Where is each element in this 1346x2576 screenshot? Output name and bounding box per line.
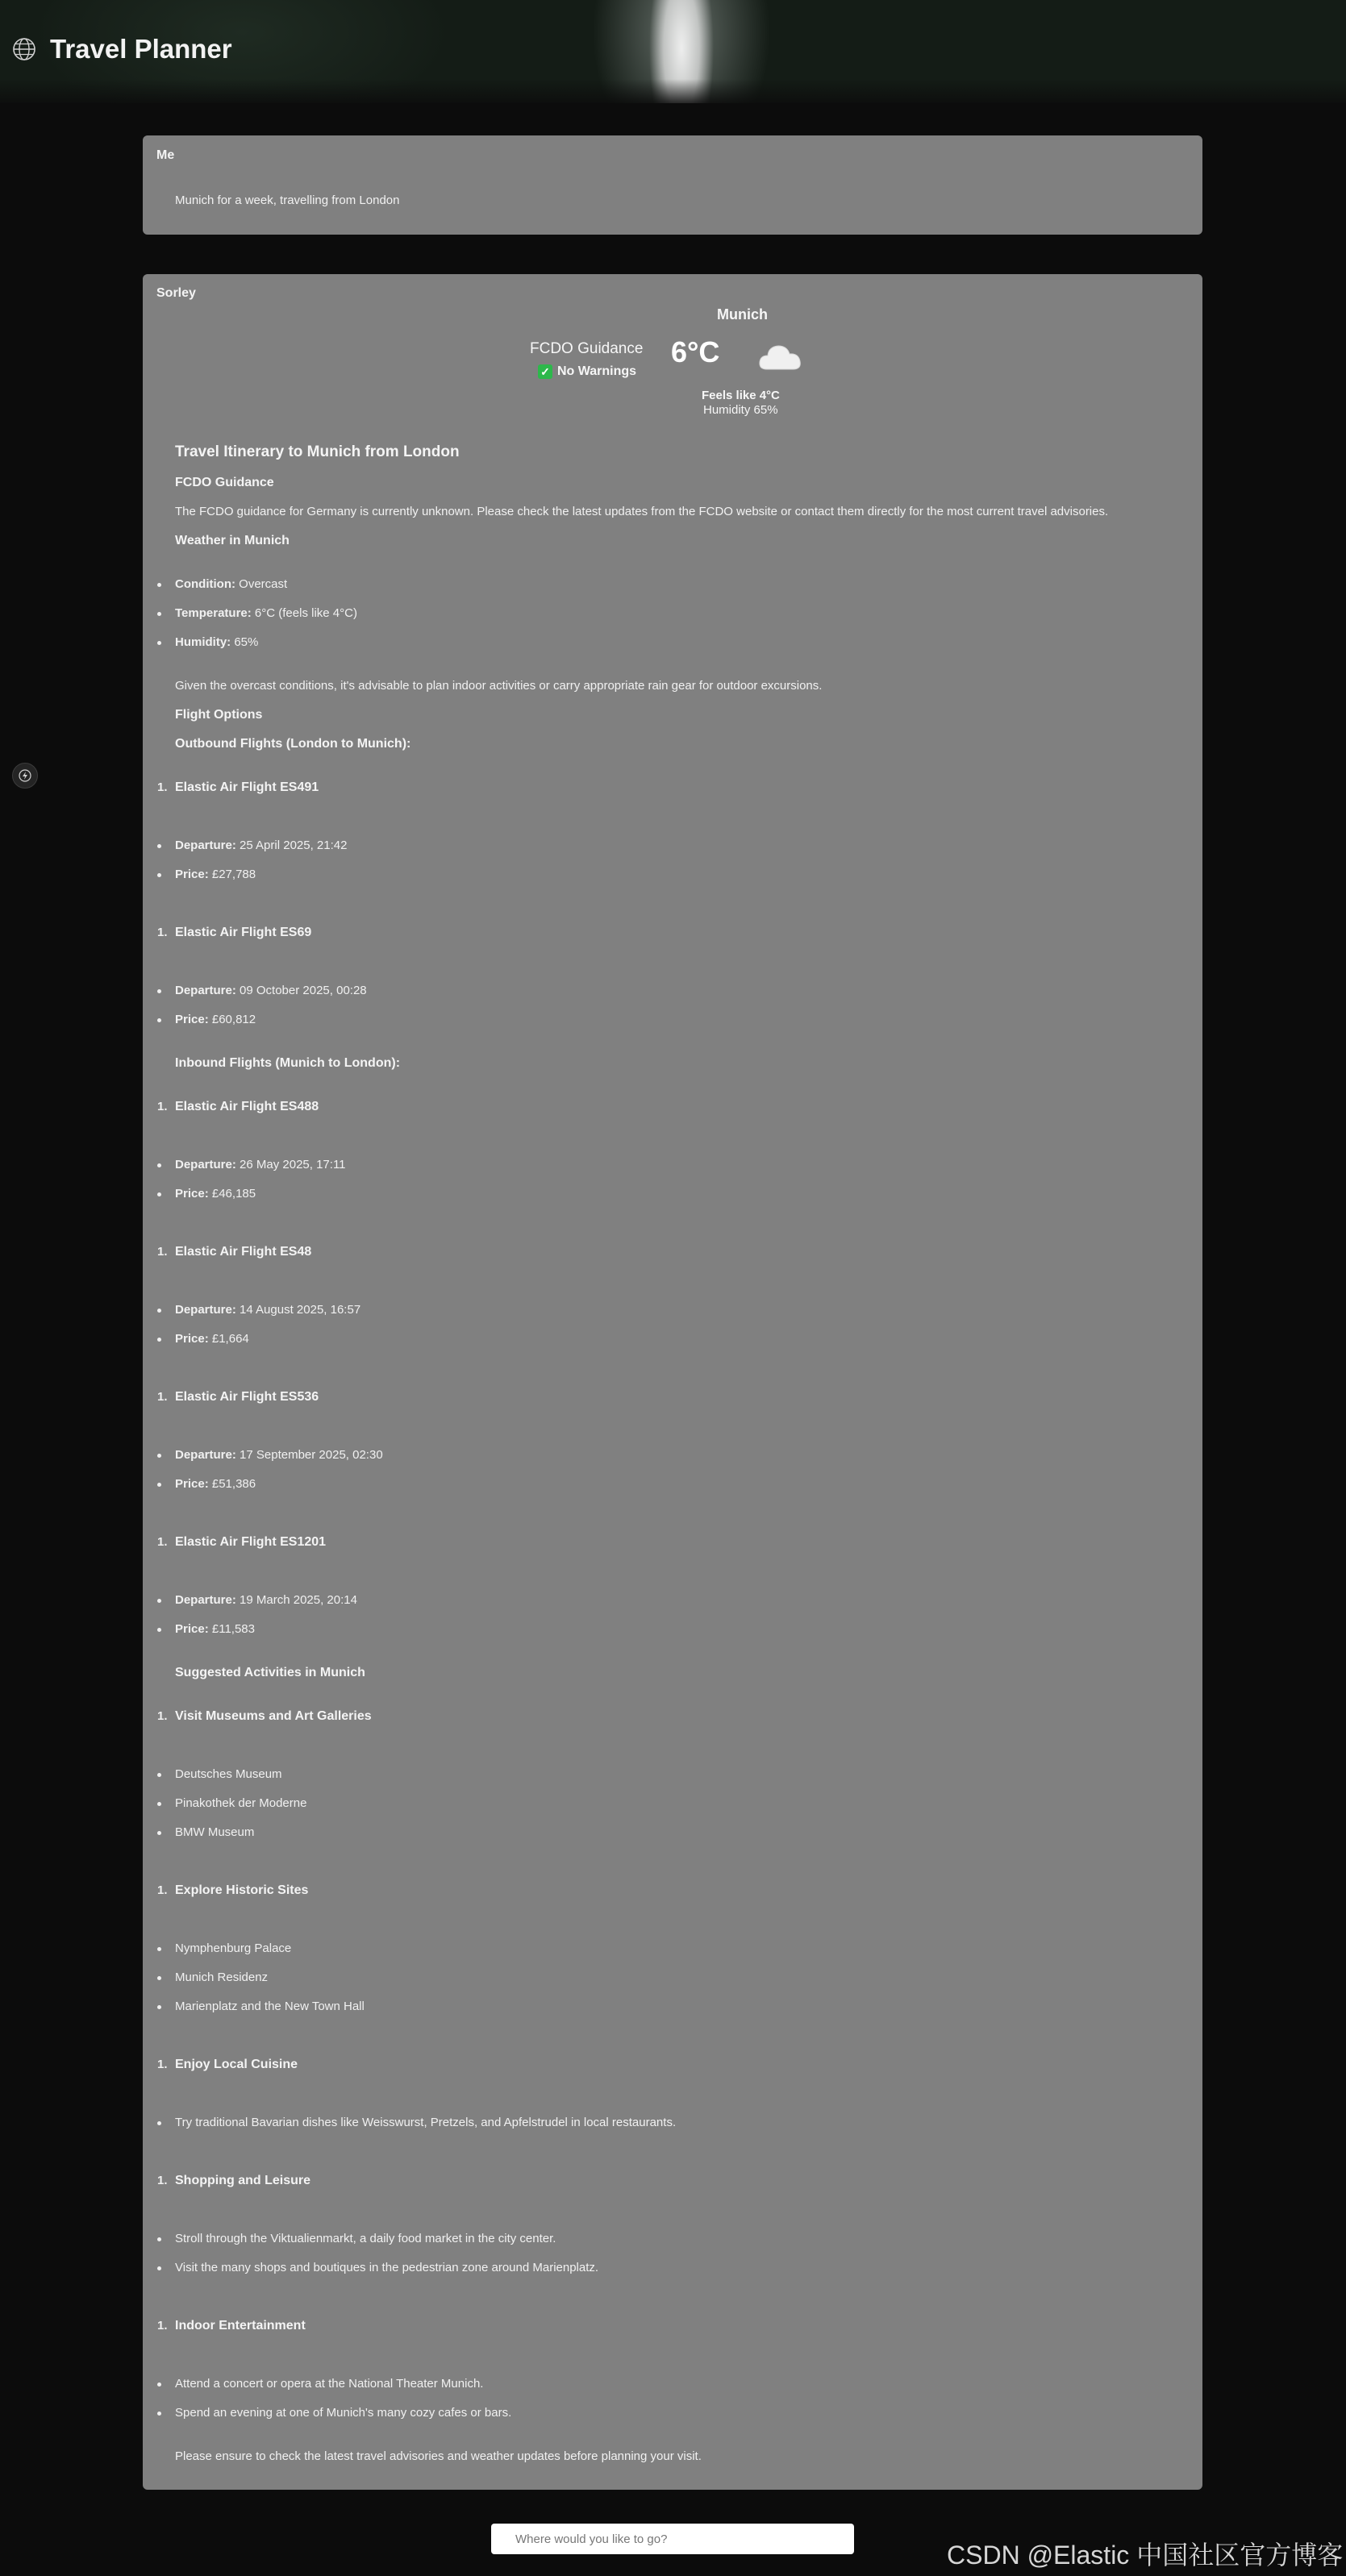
user-message-card [143, 135, 1202, 235]
flight-name: 1. Elastic Air Flight ES69 [157, 926, 312, 939]
flight-departure: Departure: 19 March 2025, 20:14 [175, 1593, 357, 1607]
itinerary-title: Travel Itinerary to Munich from London [175, 443, 460, 460]
lightning-icon [19, 769, 31, 782]
app-title: Travel Planner [50, 34, 232, 64]
activity-name: 1. Shopping and Leisure [157, 2174, 311, 2187]
fcdo-status [538, 364, 636, 379]
message-sender: Me [156, 148, 175, 162]
inbound-heading: Inbound Flights (Munich to London): [175, 1056, 401, 1070]
globe-icon [12, 37, 36, 61]
activity-item: Marienplatz and the New Town Hall [175, 2000, 365, 2013]
flight-departure: Departure: 25 April 2025, 21:42 [175, 839, 348, 852]
activity-name: 1. Indoor Entertainment [157, 2319, 306, 2333]
weather-feels-like: Feels like 4°C [702, 389, 780, 402]
activity-item: Stroll through the Viktualienmarkt, a daily food market in the city center. [175, 2232, 556, 2245]
weather-heading: Weather in Munich [175, 534, 290, 547]
flight-price: Price: £46,185 [175, 1187, 256, 1201]
activity-item: Nymphenburg Palace [175, 1941, 292, 1955]
activities-heading: Suggested Activities in Munich [175, 1666, 365, 1679]
check-icon: ✓ [538, 364, 552, 379]
flights-heading: Flight Options [175, 708, 263, 722]
header-banner [0, 0, 1346, 103]
flight-price: Price: £60,812 [175, 1013, 256, 1026]
assistant-message-card [143, 274, 1202, 2490]
activity-item: Munich Residenz [175, 1970, 269, 1984]
fcdo-text: The FCDO guidance for Germany is currently unknown. Please check the latest updates from the FCDO website or contact them directly for the most current travel advisories. [175, 505, 1109, 518]
flight-price: Price: £1,664 [175, 1332, 249, 1346]
weather-city: Munich [717, 306, 768, 323]
closing-note: Please ensure to check the latest travel advisories and weather updates before planning your visit. [175, 2449, 702, 2463]
weather-temperature: 6°C [671, 335, 720, 368]
weather-humidity: Humidity 65% [703, 403, 778, 417]
flight-price: Price: £51,386 [175, 1477, 256, 1491]
flight-departure: Departure: 17 September 2025, 02:30 [175, 1448, 383, 1462]
activity-item: BMW Museum [175, 1825, 255, 1839]
fcdo-status-text: No Warnings [557, 364, 637, 378]
message-text: Munich for a week, travelling from London [175, 194, 400, 207]
activity-name: 1. Explore Historic Sites [157, 1883, 309, 1897]
weather-temperature-item: Temperature: 6°C (feels like 4°C) [175, 606, 357, 620]
fcdo-widget-title: FCDO Guidance [530, 340, 644, 357]
activity-item: Visit the many shops and boutiques in the pedestrian zone around Marienplatz. [175, 2261, 599, 2274]
flight-name: 1. Elastic Air Flight ES491 [157, 780, 319, 794]
activity-item: Attend a concert or opera at the National Theater Munich. [175, 2377, 484, 2391]
flight-price: Price: £11,583 [175, 1622, 255, 1636]
watermark: CSDN @Elastic 中国社区官方博客 [947, 2541, 1344, 2570]
activity-name: 1. Visit Museums and Art Galleries [157, 1709, 372, 1723]
activity-name: 1. Enjoy Local Cuisine [157, 2058, 298, 2071]
fcdo-heading: FCDO Guidance [175, 476, 274, 489]
message-sender: Sorley [156, 286, 196, 300]
side-panel-toggle[interactable] [12, 763, 38, 789]
flight-name: 1. Elastic Air Flight ES536 [157, 1390, 319, 1404]
cloud-icon [757, 339, 804, 374]
destination-search-input[interactable] [491, 2524, 854, 2554]
activity-item: Deutsches Museum [175, 1767, 282, 1781]
flight-price: Price: £27,788 [175, 868, 256, 881]
flight-name: 1. Elastic Air Flight ES1201 [157, 1535, 327, 1549]
weather-condition: Condition: Overcast [175, 577, 288, 591]
flight-departure: Departure: 26 May 2025, 17:11 [175, 1158, 346, 1171]
activity-item: Pinakothek der Moderne [175, 1796, 307, 1810]
flight-departure: Departure: 09 October 2025, 00:28 [175, 984, 367, 997]
outbound-heading: Outbound Flights (London to Munich): [175, 737, 411, 751]
activity-item: Try traditional Bavarian dishes like Weisswurst, Pretzels, and Apfelstrudel in local restaurants. [175, 2116, 677, 2129]
flight-name: 1. Elastic Air Flight ES48 [157, 1245, 312, 1259]
activity-item: Spend an evening at one of Munich's many cozy cafes or bars. [175, 2406, 512, 2420]
weather-humidity-item: Humidity: 65% [175, 635, 259, 649]
weather-note: Given the overcast conditions, it's advisable to plan indoor activities or carry appropriate rain gear for outdoor excursions. [175, 679, 823, 693]
flight-departure: Departure: 14 August 2025, 16:57 [175, 1303, 361, 1317]
flight-name: 1. Elastic Air Flight ES488 [157, 1100, 319, 1113]
